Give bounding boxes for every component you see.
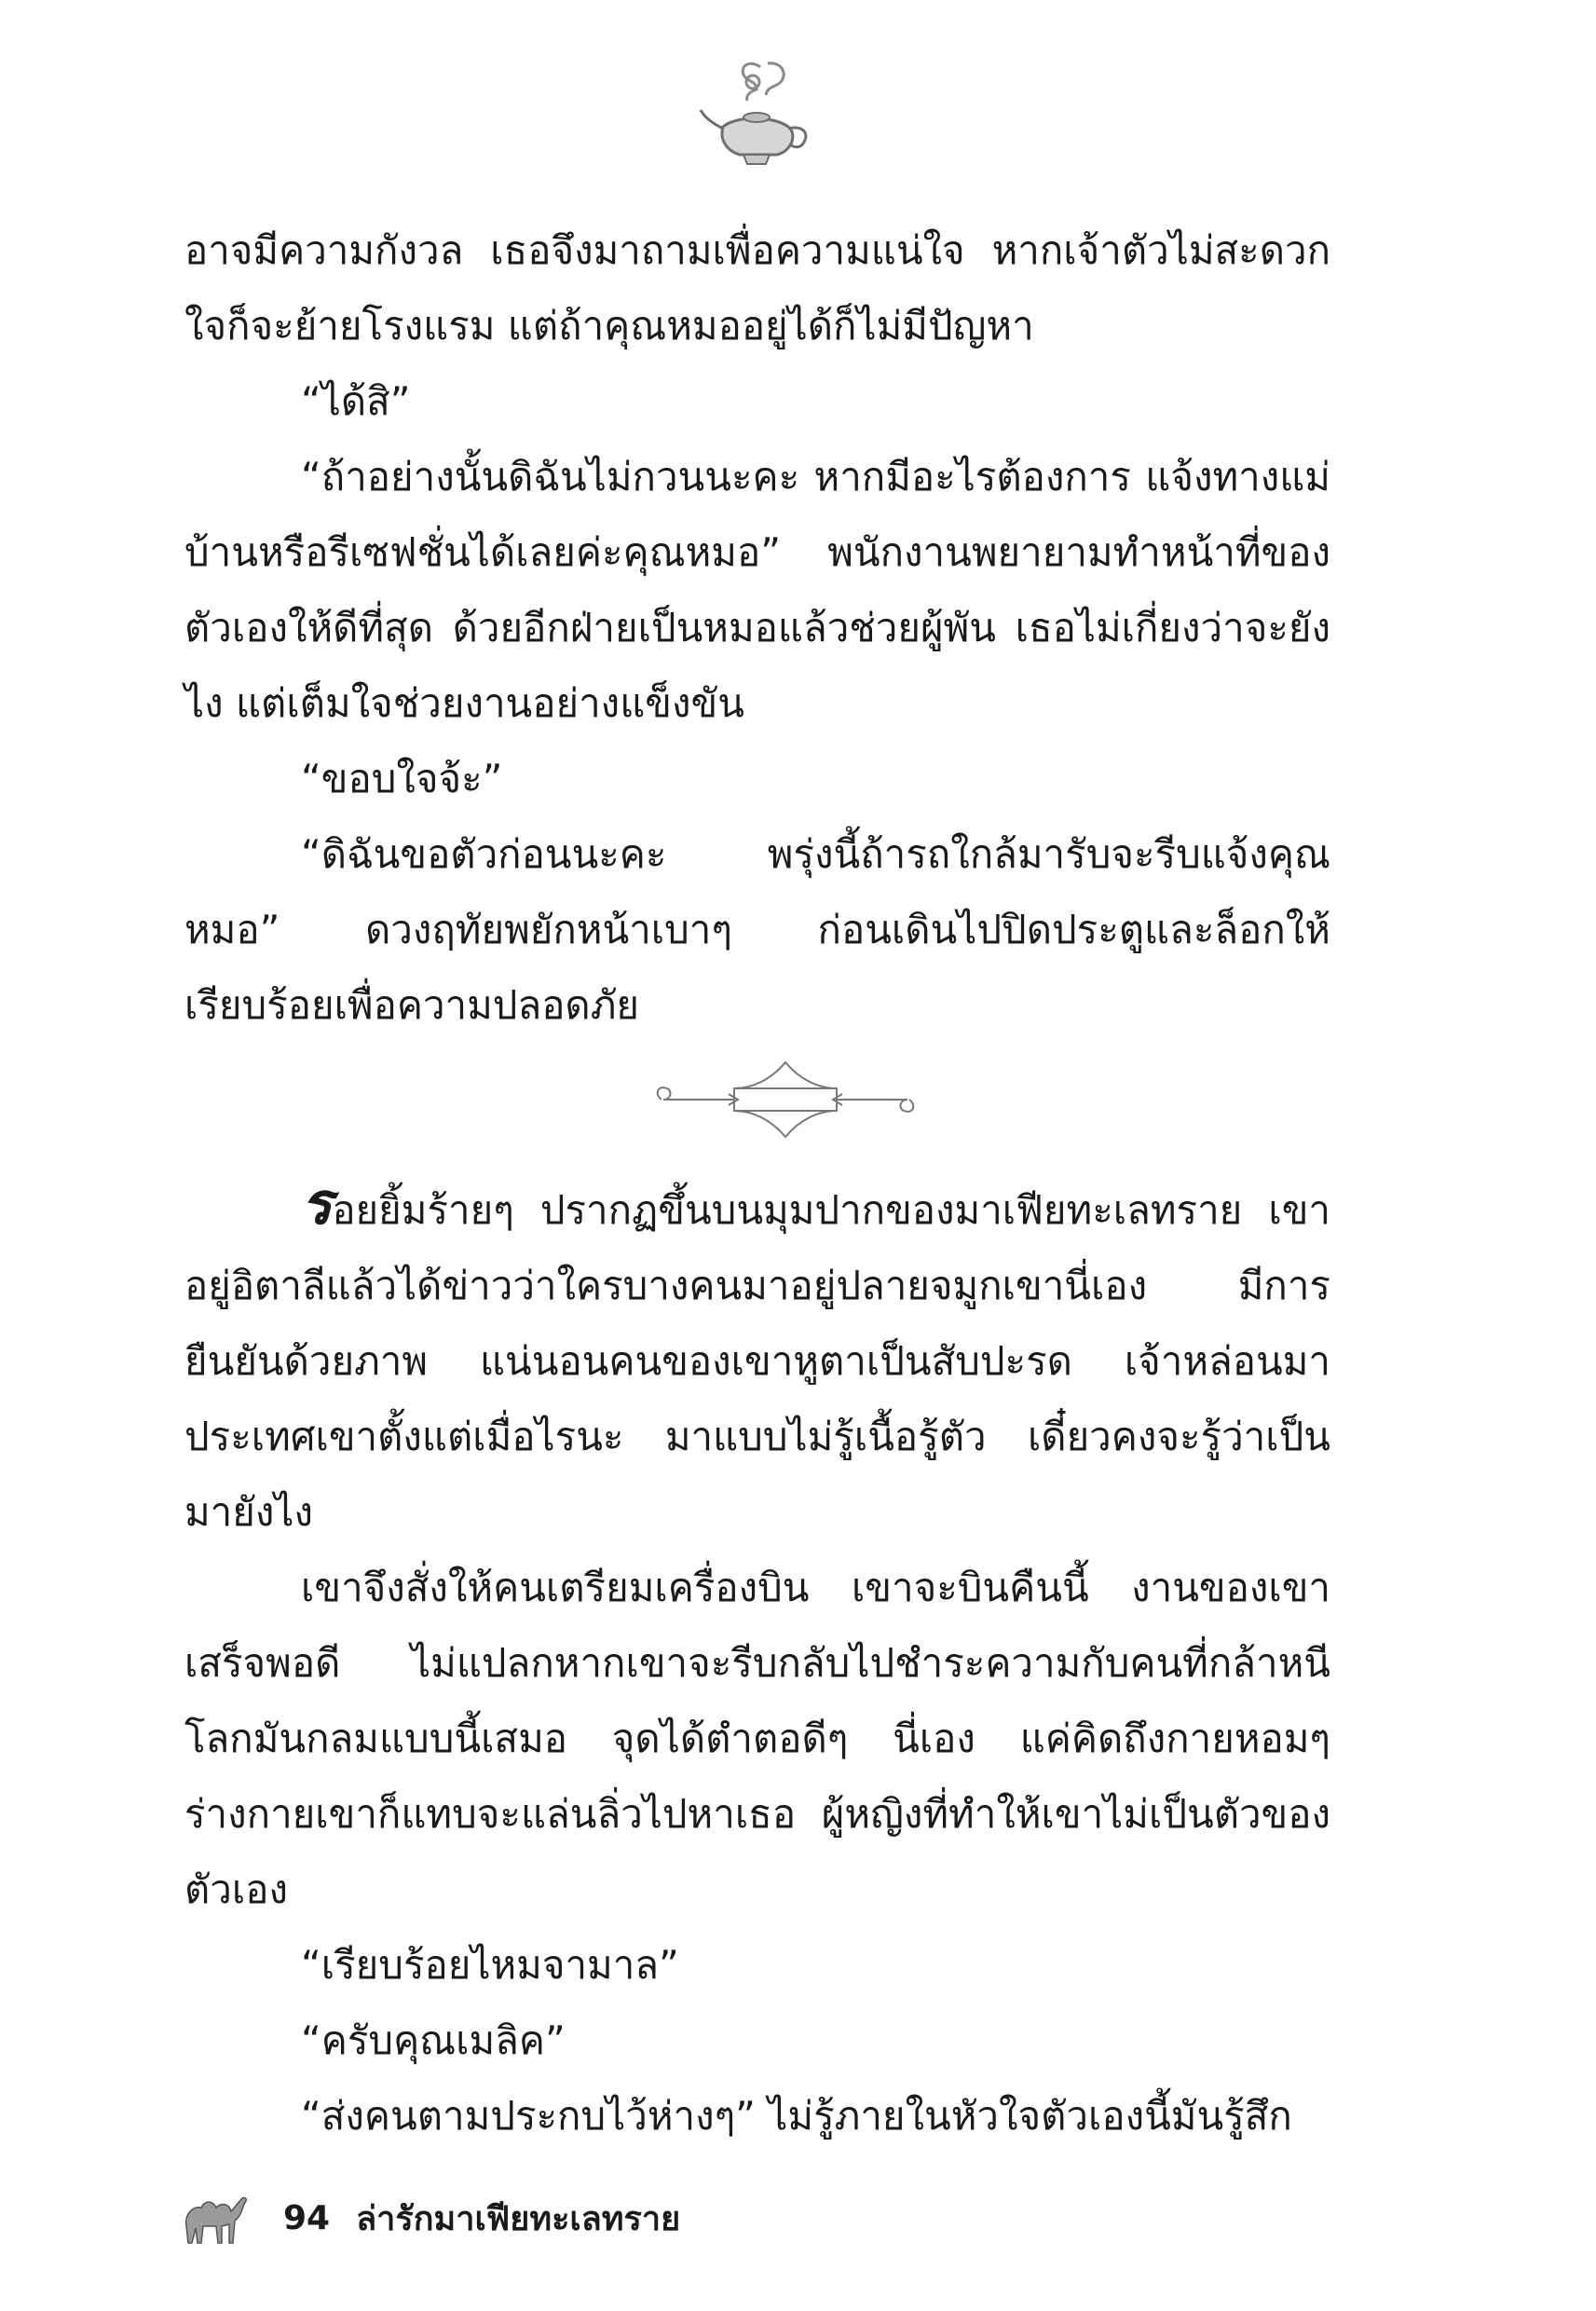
- opening-text: อยยิ้มร้ายๆ ปรากฏขึ้นบนมุมปากของมาเฟียทะเลทราย เขาอยู่อิตาลีแล้วได้ข่าวว่าใครบางคนมาอยู่ปลายจมูกเขานี่เอง มีการยืนยันด้วยภาพ แน่นอนคนของเขาหูตาเป็นสับปะรด เจ้าหล่อนมาประเทศเขาตั้งแต่เมื่อไรนะ มาแบบไม่รู้เนื้อรู้ตัว เดี๋ยวคงจะรู้ว่าเป็นมายังไง: [184, 1187, 1330, 1535]
- genie-lamp-icon: [695, 54, 818, 177]
- paragraph: “เรียบร้อยไหมจามาล”: [301, 1942, 679, 1988]
- drop-cap: ร: [301, 1169, 333, 1238]
- text-block-2: [184, 1169, 1330, 2154]
- paragraph: อาจมีความกังวล เธอจึงมาถามเพื่อความแน่ใจ หากเจ้าตัวไม่สะดวกใจก็จะย้ายโรงแรม แต่ถ้าคุณหมออยู่ได้ก็ไม่มีปัญหา: [184, 227, 1330, 349]
- paragraph: “ถ้าอย่างนั้นดิฉันไม่กวนนะคะ หากมีอะไรต้องการ แจ้งทางแม่บ้านหรือรีเซฟชั่นได้เลยค่ะคุณหมอ” พนักงานพยายามทำหน้าที่ของตัวเองให้ดีที่สุด ด้วยอีกฝ่ายเป็นหมอแล้วช่วยผู้พัน เธอไม่เกี่ยงว่าจะยังไง แต่เต็มใจช่วยงานอย่างแข็งขัน: [184, 454, 1330, 726]
- paragraph: เขาจึงสั่งให้คนเตรียมเครื่องบิน เขาจะบินคืนนี้ งานของเขาเสร็จพอดี ไม่แปลกหากเขาจะรีบกลับไปชำระความกับคนที่กล้าหนีโลกมันกลมแบบนี้เสมอ จุดได้ตำตอดีๆ นี่เอง แค่คิดถึงกายหอมๆ ร่างกายเขาก็แทบจะแล่นลิ่วไปหาเธอ ผู้หญิงที่ทำให้เขาไม่เป็นตัวของตัวเอง: [184, 1565, 1330, 1912]
- paragraph: “ครับคุณเมลิค”: [301, 2017, 566, 2063]
- camel-icon: [177, 2189, 250, 2247]
- page-footer: [177, 2181, 1202, 2255]
- paragraph: “ส่งคนตามประกบไว้ห่างๆ” ไม่รู้ภายในหัวใจตัวเองนี้มันรู้สึก: [301, 2093, 1292, 2139]
- paragraph: “ขอบใจจ้ะ”: [301, 756, 503, 801]
- paragraph: “ได้สิ”: [301, 378, 411, 424]
- paragraph: “ดิฉันขอตัวก่อนนะคะ พรุ่งนี้ถ้ารถใกล้มารับจะรีบแจ้งคุณหมอ” ดวงฤทัยพยักหน้าเบาๆ ก่อนเดินไปปิดประตูและล็อกให้เรียบร้อยเพื่อความปลอดภัย: [184, 831, 1330, 1028]
- scroll-divider-icon: [650, 1051, 921, 1144]
- book-title: ล่ารักมาเฟียทะเลทราย: [356, 2199, 681, 2238]
- opening-paragraph: [184, 1169, 1330, 1550]
- page-number: 94: [283, 2198, 331, 2237]
- text-block-1: [184, 212, 1330, 1043]
